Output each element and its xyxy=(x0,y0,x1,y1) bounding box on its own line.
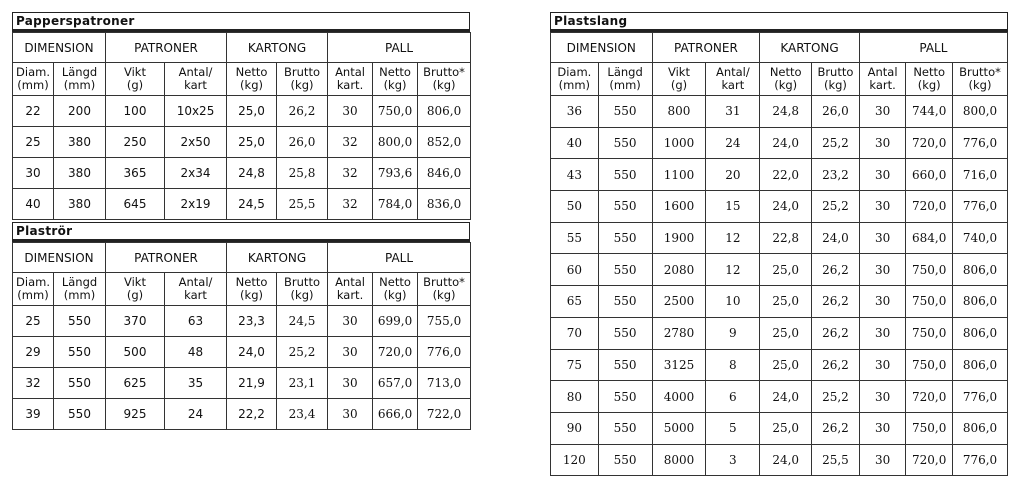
table-cell: 35 xyxy=(165,368,227,399)
table-cell: 10x25 xyxy=(165,96,227,127)
column-header-4: Netto (kg) xyxy=(227,63,277,96)
table-cell: 2080 xyxy=(652,254,706,286)
table-cell: 25,5 xyxy=(277,189,328,220)
table-row xyxy=(551,222,1008,254)
table-row xyxy=(13,306,471,337)
table-cell: 90 xyxy=(551,412,599,444)
table-cell: 5 xyxy=(706,412,760,444)
table-cell: 852,0 xyxy=(418,127,471,158)
table-row xyxy=(551,127,1008,159)
column-header-3: Antal/ kart xyxy=(165,273,227,306)
table-cell: 550 xyxy=(54,337,106,368)
table-cell: 15 xyxy=(706,191,760,223)
table-row xyxy=(551,444,1008,476)
table-cell: 720,0 xyxy=(906,381,953,413)
plastslang-table xyxy=(550,32,1008,476)
table-cell: 550 xyxy=(598,286,652,318)
table-cell: 55 xyxy=(551,222,599,254)
column-header-0: Diam. (mm) xyxy=(13,63,54,96)
table-row xyxy=(551,412,1008,444)
group-header-2: KARTONG xyxy=(227,243,328,273)
table-cell: 666,0 xyxy=(373,399,418,430)
table-cell: 32 xyxy=(328,127,373,158)
table-cell: 722,0 xyxy=(418,399,471,430)
table-cell: 380 xyxy=(54,158,106,189)
table-cell: 30 xyxy=(859,286,906,318)
table-row xyxy=(13,368,471,399)
table-cell: 806,0 xyxy=(953,349,1008,381)
table-cell: 806,0 xyxy=(953,317,1008,349)
table-cell: 30 xyxy=(13,158,54,189)
table-cell: 716,0 xyxy=(953,159,1008,191)
table-cell: 25 xyxy=(13,127,54,158)
group-header-2: KARTONG xyxy=(760,33,859,63)
table-cell: 20 xyxy=(706,159,760,191)
table-cell: 1000 xyxy=(652,127,706,159)
table-cell: 550 xyxy=(598,191,652,223)
table-cell: 550 xyxy=(598,127,652,159)
table-cell: 30 xyxy=(328,306,373,337)
column-header-6: Antal kart. xyxy=(328,63,373,96)
table-cell: 22 xyxy=(13,96,54,127)
table-cell: 32 xyxy=(328,189,373,220)
table-cell: 30 xyxy=(859,444,906,476)
table-cell: 800,0 xyxy=(953,96,1008,128)
column-header-1: Längd (mm) xyxy=(598,63,652,96)
table-cell: 720,0 xyxy=(906,191,953,223)
column-header-1: Längd (mm) xyxy=(54,63,106,96)
table-cell: 806,0 xyxy=(953,412,1008,444)
table-cell: 550 xyxy=(598,254,652,286)
plastslang-title: Plastslang xyxy=(550,12,1008,32)
table-cell: 25,0 xyxy=(760,412,812,444)
table-cell: 25 xyxy=(13,306,54,337)
table-cell: 12 xyxy=(706,222,760,254)
table-cell: 24,0 xyxy=(812,222,860,254)
column-header-5: Brutto (kg) xyxy=(277,63,328,96)
table-cell: 380 xyxy=(54,189,106,220)
plastror-title: Plaströr xyxy=(12,222,470,242)
table-cell: 25,8 xyxy=(277,158,328,189)
table-cell: 720,0 xyxy=(906,444,953,476)
table-cell: 8 xyxy=(706,349,760,381)
table-cell: 370 xyxy=(106,306,165,337)
table-cell: 30 xyxy=(328,337,373,368)
column-header-7: Netto (kg) xyxy=(373,273,418,306)
table-cell: 550 xyxy=(598,349,652,381)
plastslang-section xyxy=(550,12,1008,476)
group-header-0: DIMENSION xyxy=(13,243,106,273)
table-cell: 25,0 xyxy=(760,286,812,318)
column-header-3: Antal/ kart xyxy=(165,63,227,96)
table-row xyxy=(551,254,1008,286)
table-cell: 26,0 xyxy=(812,96,860,128)
group-header-3: PALL xyxy=(859,33,1007,63)
table-cell: 744,0 xyxy=(906,96,953,128)
table-cell: 25,0 xyxy=(760,349,812,381)
table-cell: 550 xyxy=(598,444,652,476)
table-cell: 2x19 xyxy=(165,189,227,220)
table-cell: 25,2 xyxy=(277,337,328,368)
table-cell: 80 xyxy=(551,381,599,413)
table-cell: 30 xyxy=(859,222,906,254)
table-cell: 26,2 xyxy=(277,96,328,127)
table-cell: 550 xyxy=(54,306,106,337)
table-cell: 30 xyxy=(859,96,906,128)
table-cell: 200 xyxy=(54,96,106,127)
column-header-4: Netto (kg) xyxy=(760,63,812,96)
table-cell: 750,0 xyxy=(906,254,953,286)
table-cell: 24,5 xyxy=(277,306,328,337)
table-cell: 750,0 xyxy=(373,96,418,127)
group-header-row xyxy=(13,243,471,273)
table-cell: 22,2 xyxy=(227,399,277,430)
table-row xyxy=(551,96,1008,128)
table-cell: 30 xyxy=(328,368,373,399)
table-cell: 550 xyxy=(598,412,652,444)
group-header-2: KARTONG xyxy=(227,33,328,63)
table-cell: 24,8 xyxy=(760,96,812,128)
table-cell: 32 xyxy=(328,158,373,189)
column-header-3: Antal/ kart xyxy=(706,63,760,96)
table-cell: 30 xyxy=(859,349,906,381)
column-header-7: Netto (kg) xyxy=(906,63,953,96)
column-header-0: Diam. (mm) xyxy=(551,63,599,96)
table-cell: 26,2 xyxy=(812,254,860,286)
table-cell: 720,0 xyxy=(906,127,953,159)
table-cell: 836,0 xyxy=(418,189,471,220)
group-header-1: PATRONER xyxy=(106,33,227,63)
table-row xyxy=(551,381,1008,413)
table-row xyxy=(551,349,1008,381)
table-cell: 800 xyxy=(652,96,706,128)
table-cell: 550 xyxy=(598,317,652,349)
table-cell: 26,2 xyxy=(812,412,860,444)
table-cell: 806,0 xyxy=(953,254,1008,286)
group-header-row xyxy=(551,33,1008,63)
table-cell: 24,0 xyxy=(760,444,812,476)
table-cell: 30 xyxy=(859,254,906,286)
table-cell: 26,2 xyxy=(812,286,860,318)
table-cell: 1600 xyxy=(652,191,706,223)
table-cell: 30 xyxy=(859,317,906,349)
table-cell: 30 xyxy=(859,191,906,223)
table-cell: 793,6 xyxy=(373,158,418,189)
table-cell: 30 xyxy=(859,412,906,444)
table-row xyxy=(13,399,471,430)
table-cell: 26,0 xyxy=(277,127,328,158)
table-cell: 23,4 xyxy=(277,399,328,430)
table-cell: 3 xyxy=(706,444,760,476)
table-cell: 550 xyxy=(598,159,652,191)
group-header-1: PATRONER xyxy=(106,243,227,273)
group-header-0: DIMENSION xyxy=(551,33,653,63)
table-cell: 500 xyxy=(106,337,165,368)
table-cell: 645 xyxy=(106,189,165,220)
papperspatroner-table xyxy=(12,32,471,220)
table-row xyxy=(551,159,1008,191)
table-cell: 24,0 xyxy=(760,381,812,413)
table-row xyxy=(13,158,471,189)
table-cell: 740,0 xyxy=(953,222,1008,254)
table-cell: 30 xyxy=(859,381,906,413)
table-cell: 24,0 xyxy=(227,337,277,368)
table-cell: 776,0 xyxy=(953,381,1008,413)
table-cell: 24,5 xyxy=(227,189,277,220)
table-cell: 25,0 xyxy=(760,317,812,349)
table-cell: 65 xyxy=(551,286,599,318)
table-cell: 10 xyxy=(706,286,760,318)
column-header-6: Antal kart. xyxy=(328,273,373,306)
column-header-4: Netto (kg) xyxy=(227,273,277,306)
table-cell: 25,2 xyxy=(812,191,860,223)
table-cell: 2500 xyxy=(652,286,706,318)
table-cell: 40 xyxy=(551,127,599,159)
table-row xyxy=(13,127,471,158)
table-cell: 24 xyxy=(706,127,760,159)
table-cell: 1900 xyxy=(652,222,706,254)
column-header-row xyxy=(13,273,471,306)
table-cell: 26,2 xyxy=(812,349,860,381)
table-cell: 22,8 xyxy=(760,222,812,254)
table-cell: 25,0 xyxy=(227,96,277,127)
table-cell: 31 xyxy=(706,96,760,128)
table-cell: 750,0 xyxy=(906,317,953,349)
table-cell: 713,0 xyxy=(418,368,471,399)
group-header-1: PATRONER xyxy=(652,33,760,63)
column-header-2: Vikt (g) xyxy=(652,63,706,96)
table-cell: 23,2 xyxy=(812,159,860,191)
group-header-row xyxy=(13,33,471,63)
table-cell: 776,0 xyxy=(953,127,1008,159)
table-cell: 120 xyxy=(551,444,599,476)
table-cell: 40 xyxy=(13,189,54,220)
column-header-row xyxy=(13,63,471,96)
column-header-row xyxy=(551,63,1008,96)
table-cell: 550 xyxy=(54,399,106,430)
table-cell: 21,9 xyxy=(227,368,277,399)
group-header-3: PALL xyxy=(328,33,471,63)
table-cell: 800,0 xyxy=(373,127,418,158)
column-header-5: Brutto (kg) xyxy=(277,273,328,306)
table-cell: 380 xyxy=(54,127,106,158)
table-cell: 550 xyxy=(598,96,652,128)
table-cell: 23,1 xyxy=(277,368,328,399)
table-cell: 2x50 xyxy=(165,127,227,158)
table-cell: 26,2 xyxy=(812,317,860,349)
table-cell: 750,0 xyxy=(906,412,953,444)
table-cell: 25,0 xyxy=(760,254,812,286)
table-cell: 43 xyxy=(551,159,599,191)
table-cell: 70 xyxy=(551,317,599,349)
table-cell: 5000 xyxy=(652,412,706,444)
table-cell: 660,0 xyxy=(906,159,953,191)
table-cell: 2x34 xyxy=(165,158,227,189)
column-header-6: Antal kart. xyxy=(859,63,906,96)
table-cell: 550 xyxy=(598,381,652,413)
papperspatroner-title: Papperspatroner xyxy=(12,12,470,32)
table-cell: 30 xyxy=(328,399,373,430)
table-cell: 846,0 xyxy=(418,158,471,189)
table-cell: 6 xyxy=(706,381,760,413)
table-cell: 755,0 xyxy=(418,306,471,337)
table-cell: 8000 xyxy=(652,444,706,476)
table-cell: 657,0 xyxy=(373,368,418,399)
table-cell: 24,8 xyxy=(227,158,277,189)
table-cell: 776,0 xyxy=(953,191,1008,223)
column-header-2: Vikt (g) xyxy=(106,63,165,96)
table-cell: 250 xyxy=(106,127,165,158)
table-cell: 22,0 xyxy=(760,159,812,191)
table-cell: 2780 xyxy=(652,317,706,349)
table-cell: 806,0 xyxy=(418,96,471,127)
table-cell: 23,3 xyxy=(227,306,277,337)
table-cell: 365 xyxy=(106,158,165,189)
column-header-8: Brutto* (kg) xyxy=(418,63,471,96)
table-cell: 9 xyxy=(706,317,760,349)
table-cell: 625 xyxy=(106,368,165,399)
table-cell: 25,2 xyxy=(812,381,860,413)
table-row xyxy=(551,191,1008,223)
table-cell: 30 xyxy=(859,159,906,191)
table-row xyxy=(551,317,1008,349)
table-cell: 550 xyxy=(598,222,652,254)
table-cell: 776,0 xyxy=(418,337,471,368)
table-row xyxy=(13,96,471,127)
table-cell: 550 xyxy=(54,368,106,399)
table-cell: 3125 xyxy=(652,349,706,381)
table-row xyxy=(13,337,471,368)
column-header-7: Netto (kg) xyxy=(373,63,418,96)
table-cell: 699,0 xyxy=(373,306,418,337)
group-header-3: PALL xyxy=(328,243,471,273)
table-cell: 24,0 xyxy=(760,127,812,159)
table-cell: 25,2 xyxy=(812,127,860,159)
table-row xyxy=(13,189,471,220)
table-cell: 1100 xyxy=(652,159,706,191)
column-header-8: Brutto* (kg) xyxy=(953,63,1008,96)
table-cell: 12 xyxy=(706,254,760,286)
table-cell: 63 xyxy=(165,306,227,337)
column-header-2: Vikt (g) xyxy=(106,273,165,306)
table-cell: 25,0 xyxy=(227,127,277,158)
table-row xyxy=(551,286,1008,318)
table-cell: 39 xyxy=(13,399,54,430)
table-cell: 24 xyxy=(165,399,227,430)
table-cell: 684,0 xyxy=(906,222,953,254)
column-header-5: Brutto (kg) xyxy=(812,63,860,96)
table-cell: 750,0 xyxy=(906,349,953,381)
table-cell: 720,0 xyxy=(373,337,418,368)
column-header-0: Diam. (mm) xyxy=(13,273,54,306)
table-cell: 36 xyxy=(551,96,599,128)
table-cell: 30 xyxy=(328,96,373,127)
table-cell: 750,0 xyxy=(906,286,953,318)
table-cell: 75 xyxy=(551,349,599,381)
table-cell: 30 xyxy=(859,127,906,159)
column-header-1: Längd (mm) xyxy=(54,273,106,306)
plastror-section xyxy=(12,222,470,430)
table-cell: 4000 xyxy=(652,381,706,413)
table-cell: 784,0 xyxy=(373,189,418,220)
table-cell: 806,0 xyxy=(953,286,1008,318)
table-cell: 50 xyxy=(551,191,599,223)
table-cell: 29 xyxy=(13,337,54,368)
plastror-table xyxy=(12,242,471,430)
table-cell: 925 xyxy=(106,399,165,430)
table-cell: 100 xyxy=(106,96,165,127)
table-cell: 25,5 xyxy=(812,444,860,476)
table-cell: 60 xyxy=(551,254,599,286)
table-cell: 32 xyxy=(13,368,54,399)
table-cell: 24,0 xyxy=(760,191,812,223)
table-cell: 48 xyxy=(165,337,227,368)
column-header-8: Brutto* (kg) xyxy=(418,273,471,306)
table-cell: 776,0 xyxy=(953,444,1008,476)
papperspatroner-section xyxy=(12,12,470,220)
group-header-0: DIMENSION xyxy=(13,33,106,63)
